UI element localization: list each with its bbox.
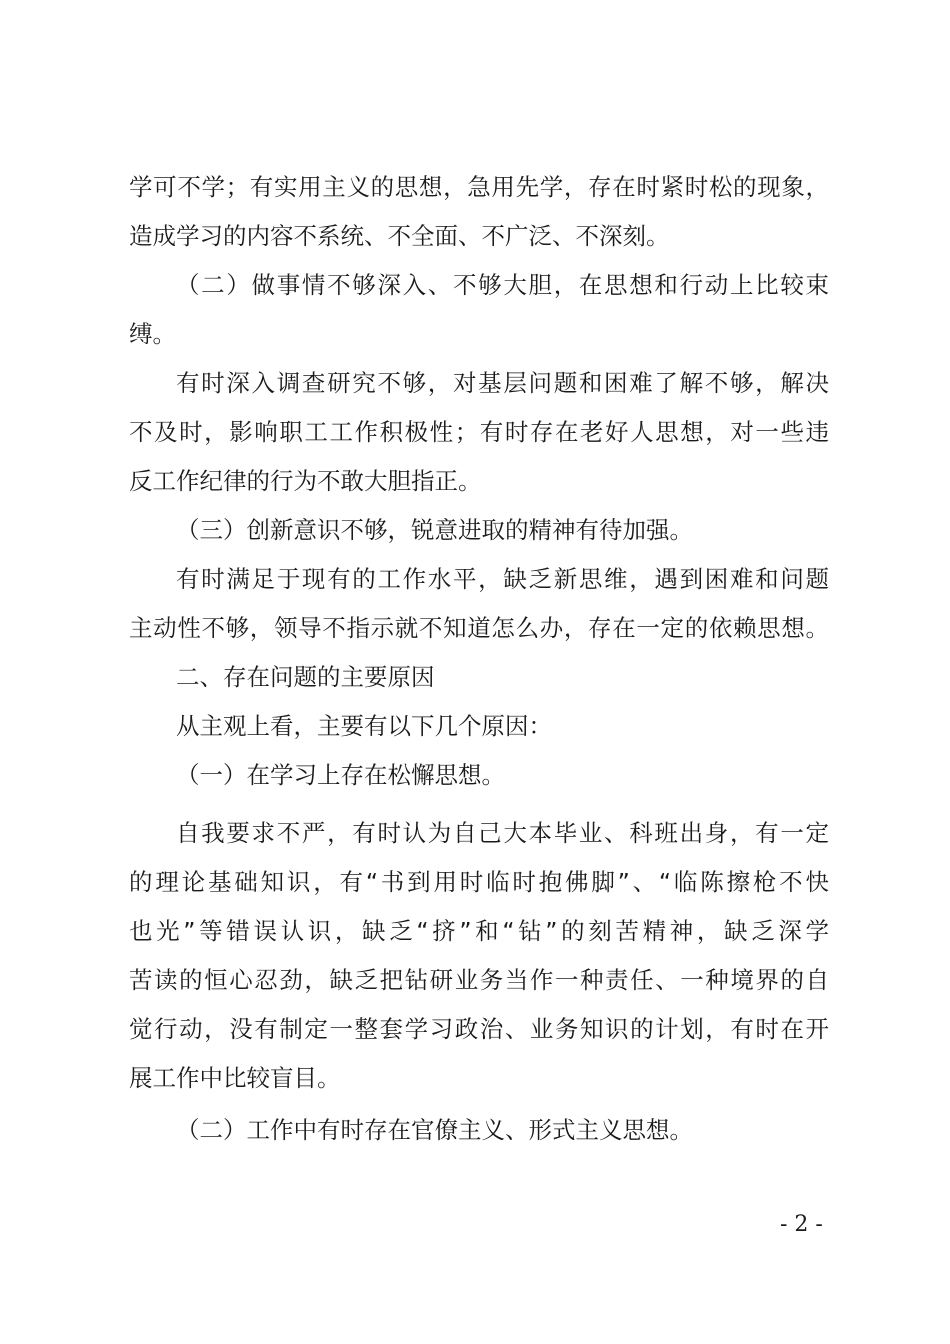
- section-heading: （二）工作中有时存在官僚主义、形式主义思想。: [176, 1116, 693, 1144]
- section-heading: （一）在学习上存在松懈思想。: [176, 761, 505, 789]
- body-text-line: 主动性不够，领导不指示就不知道怎么办，存在一定的依赖思想。: [129, 614, 829, 642]
- body-text-line: 有时深入调查研究不够，对基层问题和困难了解不够，解决: [176, 369, 829, 397]
- body-text-line: 从主观上看，主要有以下几个原因：: [176, 712, 552, 740]
- body-text-line: 反工作纪律的行为不敢大胆指正。: [129, 467, 482, 495]
- body-text-line: 苦读的恒心忍劲，缺乏把钻研业务当作一种责任、一种境界的自: [129, 966, 829, 994]
- body-text-line: 也光”等错误认识，缺乏“挤”和“钻”的刻苦精神，缺乏深学: [129, 917, 829, 945]
- section-heading: （二）做事情不够深入、不够大胆，在思想和行动上比较束: [176, 271, 829, 299]
- body-text-line: 有时满足于现有的工作水平，缺乏新思维，遇到困难和问题: [176, 565, 829, 593]
- body-text-line: 造成学习的内容不系统、不全面、不广泛、不深刻。: [129, 222, 670, 250]
- body-text-line: 展工作中比较盲目。: [129, 1064, 341, 1092]
- page-number: - 2 -: [780, 1212, 823, 1237]
- body-text-line: 觉行动，没有制定一整套学习政治、业务知识的计划，有时在开: [129, 1015, 829, 1043]
- body-text-line: 缚。: [129, 320, 176, 348]
- body-text-line: 自我要求不严，有时认为自己大本毕业、科班出身，有一定: [176, 819, 829, 847]
- chapter-heading: 二、存在问题的主要原因: [176, 663, 435, 691]
- body-text-line: 的理论基础知识，有“书到用时临时抱佛脚”、“临陈擦枪不快: [129, 868, 829, 896]
- section-heading: （三）创新意识不够，锐意进取的精神有待加强。: [176, 516, 693, 544]
- body-text-line: 学可不学；有实用主义的思想，急用先学，存在时紧时松的现象，: [129, 173, 829, 201]
- body-text-line: 不及时，影响职工工作积极性；有时存在老好人思想，对一些违: [129, 418, 829, 446]
